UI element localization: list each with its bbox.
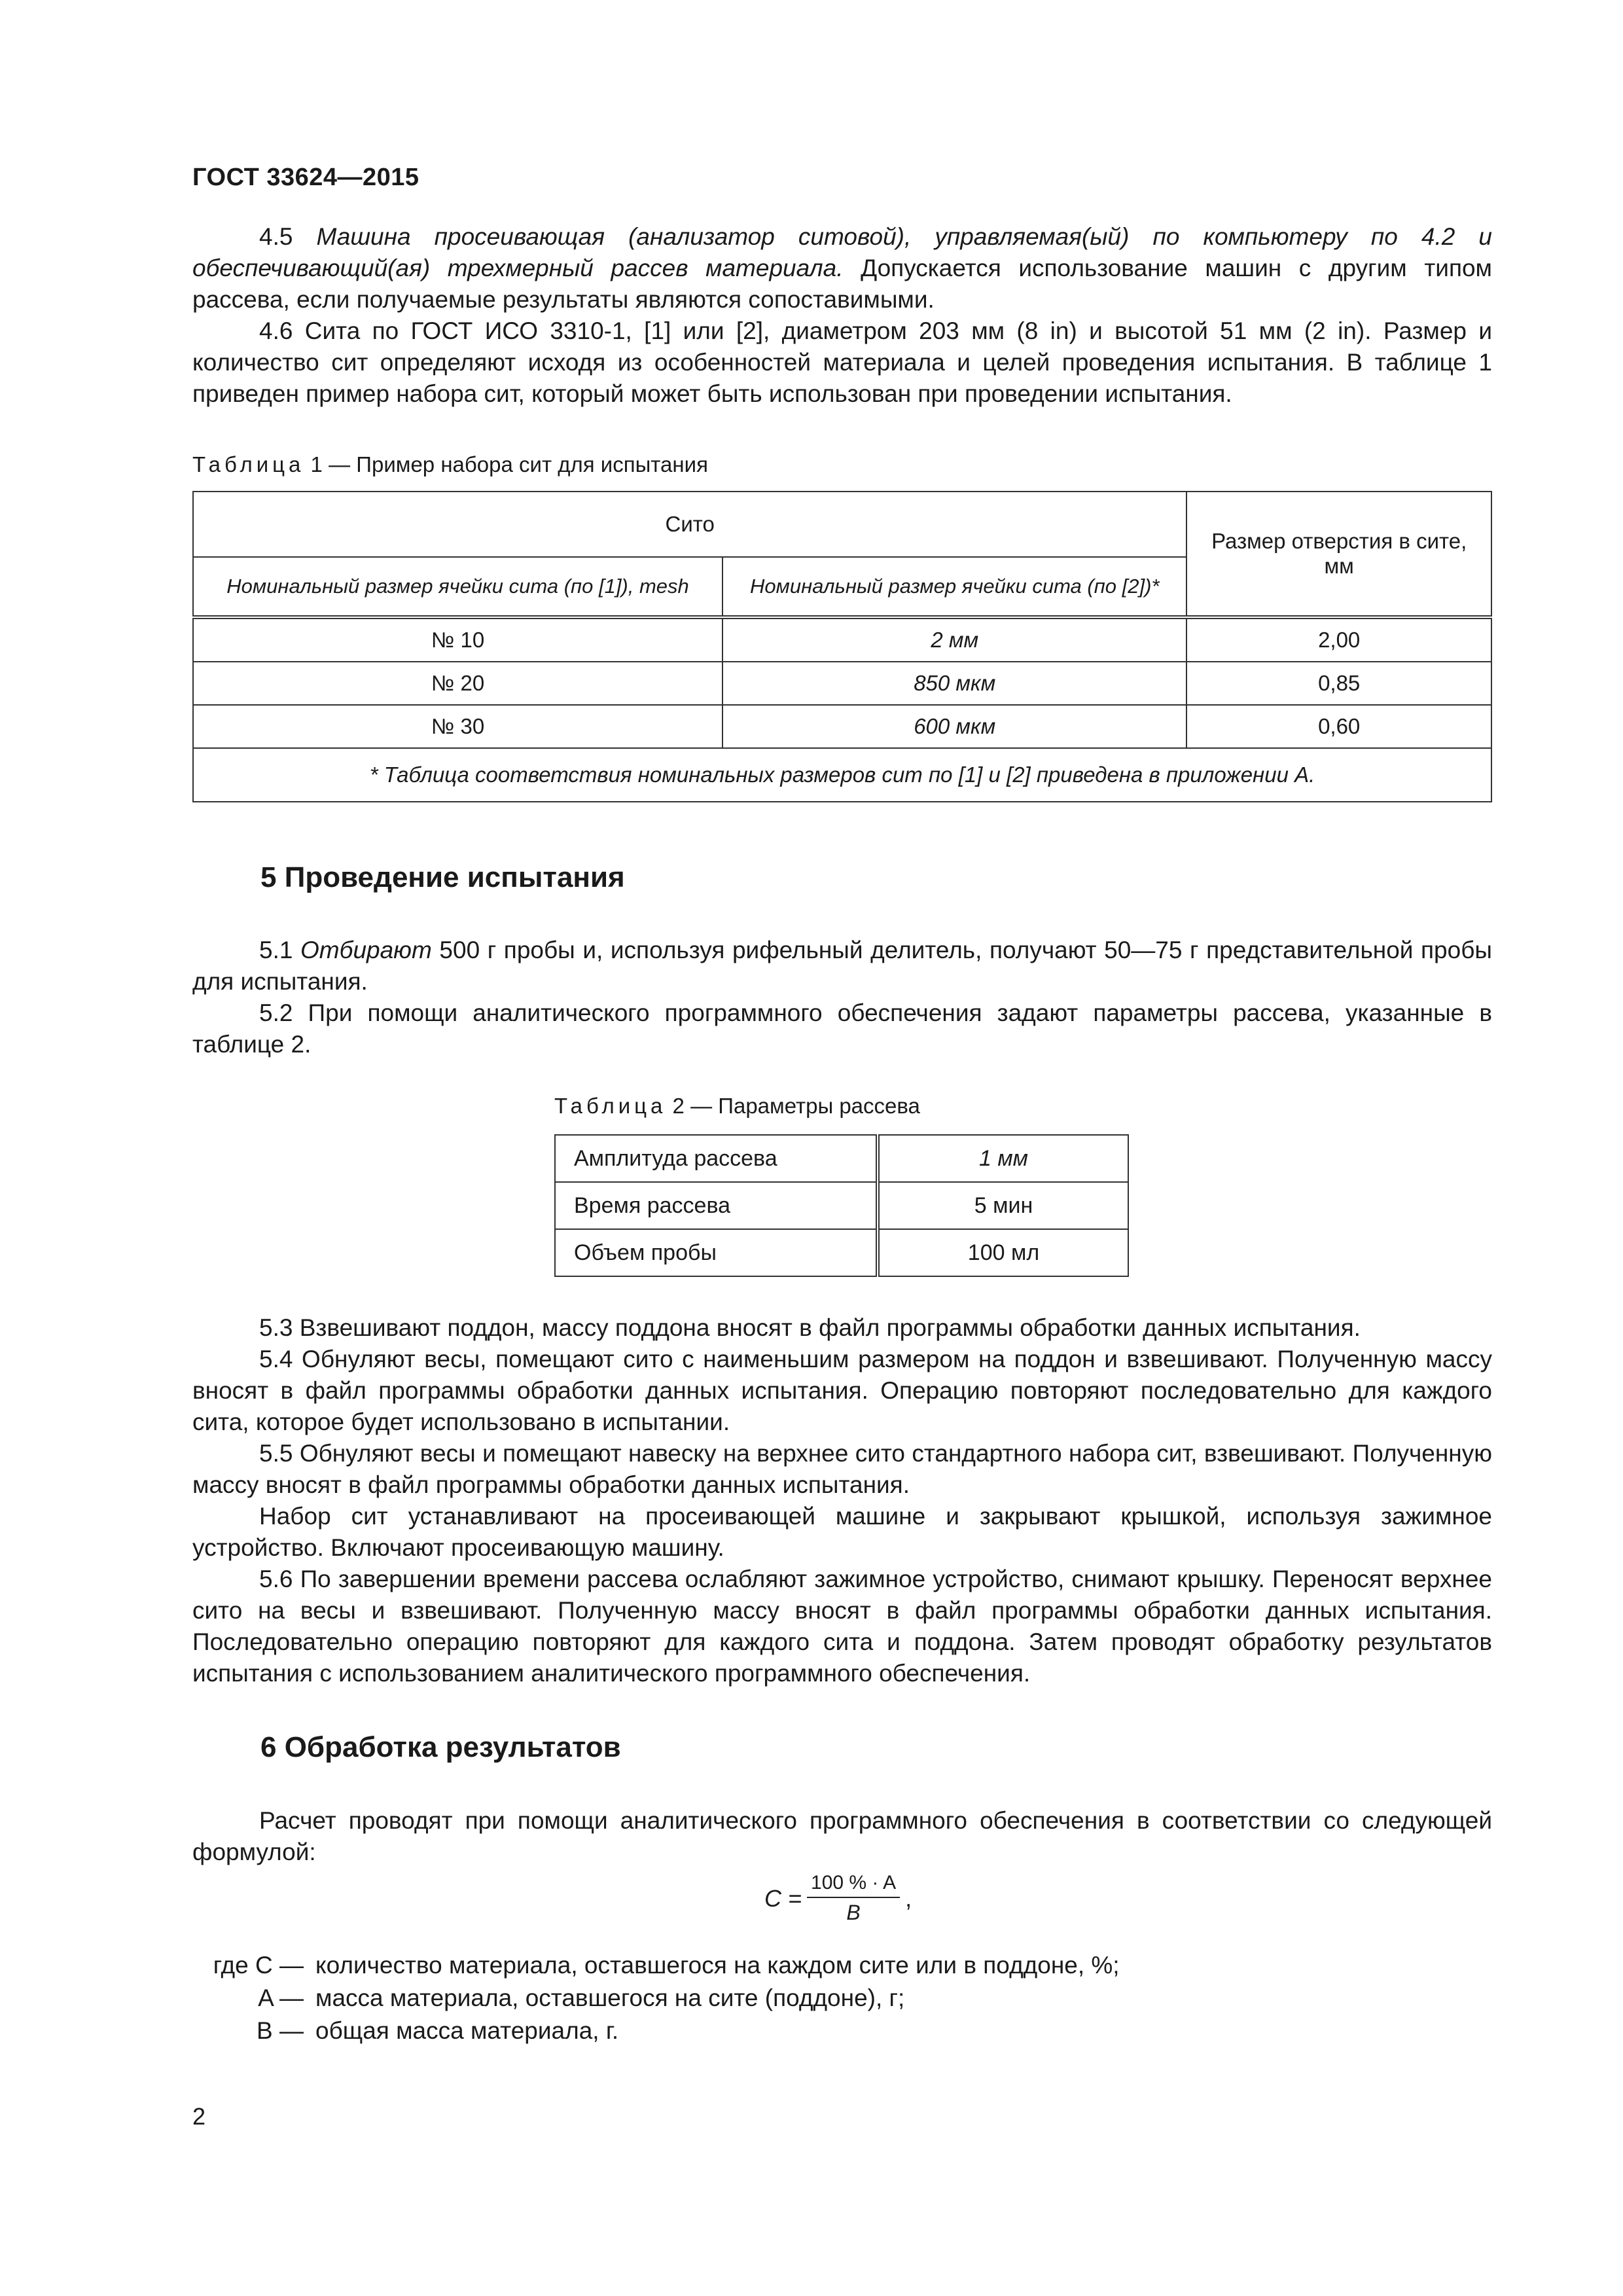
cell-param: Время рассева bbox=[555, 1182, 878, 1229]
section-5-title: 5 Проведение испытания bbox=[260, 861, 625, 893]
formula-denominator: B bbox=[846, 1901, 861, 1924]
table2-caption bbox=[554, 1093, 920, 1119]
definition-key: B — bbox=[257, 2017, 304, 2044]
caption-word: Таблица bbox=[554, 1094, 667, 1118]
col1-header: Номинальный размер ячейки сита (по [1]), mesh bbox=[193, 557, 722, 617]
cell-mesh: № 10 bbox=[193, 617, 722, 662]
definition-text: общая масса материала, г. bbox=[315, 2017, 619, 2044]
definition-text: масса материала, оставшегося на сите (поддоне), г; bbox=[315, 1984, 905, 2011]
clause-4-5 bbox=[192, 221, 1492, 315]
clauses-5-1-2 bbox=[192, 935, 1492, 1060]
cell-param: Объем пробы bbox=[555, 1229, 878, 1276]
definition-item bbox=[192, 2015, 1120, 2047]
variable-definitions bbox=[192, 1949, 1120, 2047]
table-row bbox=[555, 1135, 1128, 1182]
clause-italic-text: Отбирают bbox=[300, 937, 432, 963]
col3-header: Размер отверстия в сите, мм bbox=[1186, 492, 1491, 617]
cell-nominal: 850 мкм bbox=[722, 662, 1186, 705]
cell-nominal: 2 мм bbox=[722, 617, 1186, 662]
definition-text: количество материала, оставшегося на каждом сите или в поддоне, %; bbox=[315, 1952, 1120, 1979]
calculation-intro: Расчет проводят при помощи аналитического программного обеспечения в соответствии со следующей формулой: bbox=[192, 1807, 1492, 1865]
clause-5-2: 5.2 При помощи аналитического программного обеспечения задают параметры рассева, указанные в таблице 2. bbox=[192, 999, 1492, 1058]
sieve-set-table bbox=[192, 491, 1492, 802]
table-row bbox=[193, 662, 1491, 705]
section-6-intro bbox=[192, 1805, 1492, 1868]
group-header: Сито bbox=[193, 492, 1186, 557]
cell-value: 100 мл bbox=[878, 1229, 1128, 1276]
page-number: 2 bbox=[192, 2103, 206, 2130]
cell-mesh: № 20 bbox=[193, 662, 722, 705]
table-row bbox=[193, 705, 1491, 748]
definition-key: где C — bbox=[213, 1952, 304, 1979]
table-row bbox=[193, 617, 1491, 662]
clause-text: 500 г пробы и, используя рифельный делитель, получают 50—75 г представительной пробы для испытания. bbox=[192, 937, 1493, 995]
cell-mesh: № 30 bbox=[193, 705, 722, 748]
clause-5-3: 5.3 Взвешивают поддон, массу поддона вносят в файл программы обработки данных испытания. bbox=[259, 1314, 1361, 1341]
clauses-4 bbox=[192, 221, 1492, 410]
clause-4-6: 4.6 Сита по ГОСТ ИСО 3310-1, [1] или [2], диаметром 203 мм (8 in) и высотой 51 мм (2 in). Размер и количество сит определяют исходя из особенностей материала и целей проведения испытания. В таблице 1 приведен пример набора сит, который может быть использован при проведении испытания. bbox=[192, 317, 1492, 407]
cell-opening: 2,00 bbox=[1186, 617, 1491, 662]
cell-opening: 0,60 bbox=[1186, 705, 1491, 748]
clause-5-6: 5.6 По завершении времени рассева ослабляют зажимное устройство, снимают крышку. Переносят верхнее сито на весы и взвешивают. Полученную массу вносят в файл программы обработки данных испытания. Последовательно операцию повторяют для каждого сита и поддона. Затем проводят обработку результатов испытания с использованием аналитического программного обеспечения. bbox=[192, 1566, 1492, 1687]
section-6-title: 6 Обработка результатов bbox=[260, 1731, 621, 1763]
cell-value: 5 мин bbox=[878, 1182, 1128, 1229]
formula-trail: , bbox=[905, 1884, 912, 1912]
definition-key: A — bbox=[258, 1984, 304, 2011]
clause-5-4: 5.4 Обнуляют весы, помещают сито с наименьшим размером на поддон и взвешивают. Полученную массу вносят в файл программы обработки данных испытания. Операцию повторяют последовательно для каждого сита, которое будет использовано в испытании. bbox=[192, 1346, 1492, 1435]
table-row bbox=[555, 1229, 1128, 1276]
clause-italic-text: Машина просеивающая (анализатор ситовой), управляемая(ый) по компьютеру по 4.2 и обеспечивающий(ая) трехмерный рассев материала. bbox=[192, 223, 1492, 281]
table1-caption bbox=[192, 452, 708, 478]
clause-5-1 bbox=[192, 935, 1492, 997]
caption-text: 1 — Пример набора сит для испытания bbox=[304, 452, 708, 476]
table-footnote: * Таблица соответствия номинальных размеров сит по [1] и [2] приведена в приложении А. bbox=[193, 748, 1491, 802]
definition-item bbox=[192, 1982, 1120, 2015]
formula-fraction bbox=[807, 1872, 900, 1925]
clause-text: Допускается использование машин с другим типом рассева, если получаемые результаты являются сопоставимыми. bbox=[192, 255, 1492, 313]
caption-text: 2 — Параметры рассева bbox=[666, 1094, 920, 1118]
document-code: ГОСТ 33624—2015 bbox=[192, 164, 419, 191]
cell-value: 1 мм bbox=[878, 1135, 1128, 1182]
formula bbox=[764, 1872, 912, 1925]
formula-lhs: C = bbox=[764, 1884, 802, 1912]
sieving-parameters-table bbox=[554, 1134, 1129, 1277]
clauses-5-3-6 bbox=[192, 1312, 1492, 1689]
table-row bbox=[555, 1182, 1128, 1229]
clause-5-5-continued: Набор сит устанавливают на просеивающей машине и закрывают крышкой, используя зажимное устройство. Включают просеивающую машину. bbox=[192, 1503, 1492, 1561]
clause-number: 5.1 bbox=[259, 937, 293, 963]
formula-numerator: 100 % · A bbox=[807, 1872, 900, 1898]
cell-nominal: 600 мкм bbox=[722, 705, 1186, 748]
cell-param: Амплитуда рассева bbox=[555, 1135, 878, 1182]
cell-opening: 0,85 bbox=[1186, 662, 1491, 705]
caption-word: Таблица bbox=[192, 452, 305, 476]
clause-5-5: 5.5 Обнуляют весы и помещают навеску на верхнее сито стандартного набора сит, взвешивают. Полученную массу вносят в файл программы обработки данных испытания. bbox=[192, 1440, 1492, 1498]
clause-number: 4.5 bbox=[259, 223, 293, 250]
definition-item bbox=[192, 1949, 1120, 1982]
col2-header: Номинальный размер ячейки сита (по [2])* bbox=[722, 557, 1186, 617]
